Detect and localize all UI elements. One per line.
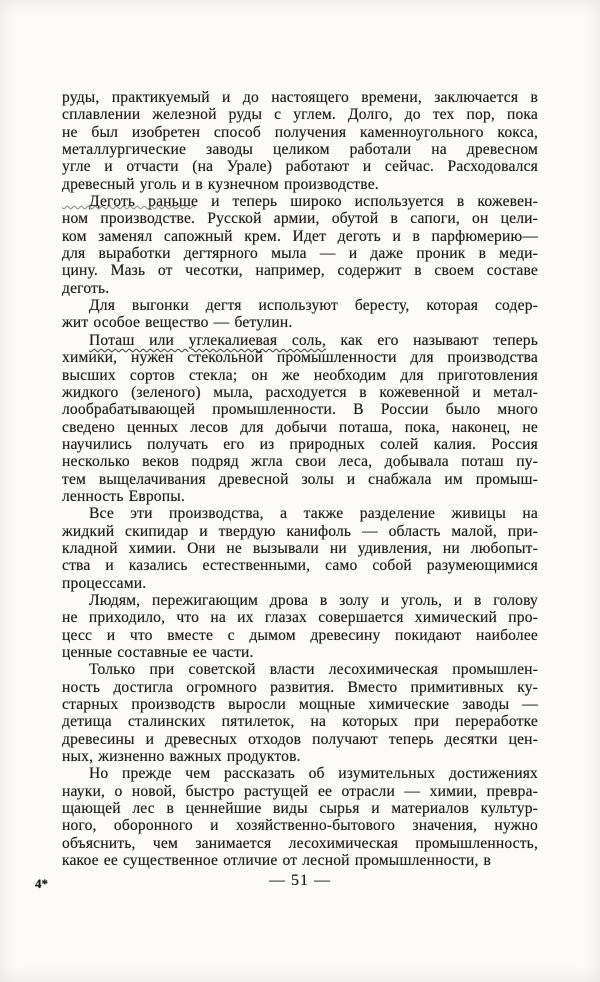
text-line <box>62 332 538 349</box>
paragraph <box>62 332 538 505</box>
paragraph <box>62 765 538 869</box>
text-line: старных производств выросли мощные химические заводы — <box>62 696 538 714</box>
text-line: сведено ценных лесов для добычи поташа, пока, наконец, не <box>62 418 538 436</box>
text-line: металлургические заводы целиком работали на древесном <box>62 141 538 159</box>
text-line: цину. Мазь от чесотки, например, содержит в своем составе <box>62 262 538 280</box>
text-line: сплавлении железной руды с углем. Долго, до тех пор, пока <box>62 106 538 124</box>
text-line: ценные составные ее части. <box>62 644 254 661</box>
page-number: — 51 — <box>269 872 331 889</box>
text-segment: Русской армии, обутой в сапоги, он цели- <box>195 210 538 228</box>
text-column <box>62 89 538 869</box>
text-line: объяснить, чем занимается лесохимическая промышленность, <box>62 834 538 852</box>
text-line: детища сталинских пятилеток, на которых при переработке <box>62 713 538 731</box>
text-line: науки, о новой, быстро растущей ее отрасли — химии, превра- <box>62 782 538 800</box>
text-line: тем выщелачивания древесной золы и снабжала им промыш- <box>62 470 538 488</box>
text-line: процессами. <box>62 574 147 592</box>
text-line: для выработки дегтярного мыла — и даже проник в меди- <box>62 245 538 263</box>
text-line: Для выгонки дегтя используют бересту, которая содер- <box>89 297 538 315</box>
text-line: ных, жизненно важных продуктов. <box>62 748 301 766</box>
text-line: угле и отчасти (на Урале) работают и сейчас. Расходовался <box>62 158 538 176</box>
text-line: ленность Европы. <box>62 487 185 505</box>
text-line: высших сортов стекла; он же необходим для приготовления <box>62 366 538 384</box>
text-line: ком заменял сапожный крем. Идет деготь и в парфюмерию— <box>62 227 538 245</box>
text-line: Все эти производства, а также разделение живицы на <box>89 505 538 523</box>
text-line: не был изобретен способ получения каменноугольного кокса, <box>62 123 538 141</box>
text-line: щающей лес в ценнейшие виды сырья и материалов культур- <box>62 800 538 818</box>
text-line <box>62 210 538 227</box>
text-line: лообрабатывающей промышленности. В России было много <box>62 401 538 419</box>
paragraph <box>62 592 538 661</box>
paragraph <box>62 505 538 592</box>
text-line: древесный уголь и в кузнечном производстве. <box>62 175 379 193</box>
text-line: научились получать его из природных солей калия. Россия <box>62 435 538 453</box>
paragraph <box>62 193 538 297</box>
pencil-over-annotation: ном производстве. <box>62 210 196 228</box>
text-line: Людям, пережигающим дрова в золу и уголь, и в голову <box>89 591 538 609</box>
text-line: Деготь раньше и теперь широко используется в кожевен- <box>89 193 538 211</box>
text-line: кладной химии. Они не вызывали ни удивления, ни любопыт- <box>62 539 538 557</box>
text-line: ства и казались естественными, само собой разумеющимися <box>62 557 538 575</box>
text-line: древесины и древесных отходов получают теперь десятки цен- <box>62 730 538 748</box>
text-line: цесс и что вместе с дымом древесину покидают наиболее <box>62 626 538 644</box>
text-line: руды, практикуемый и до настоящего времени, заключается в <box>62 89 538 106</box>
text-line: жидкий скипидар и твердую канифоль — область малой, при- <box>62 522 538 540</box>
text-line: жит особое вещество — бетулин. <box>62 314 293 332</box>
text-line: Но прежде чем рассказать об изумительных достижениях <box>89 765 538 783</box>
text-line: ного, оборонного и хозяйственно-бытового значения, нужно <box>62 817 538 835</box>
paragraph <box>62 661 538 765</box>
text-segment: как его называют теперь <box>325 331 538 349</box>
text-line: химики, нужен стекольной промышленности для производства <box>62 349 538 367</box>
text-line: ность достигла огромного развития. Вместо примитивных ку- <box>62 678 538 696</box>
text-line: деготь. <box>62 279 110 297</box>
signature-mark: 4* <box>35 876 48 891</box>
text-line: какое ее существенное отличие от лесной промышленности, в <box>62 852 492 870</box>
text-line: жидкого (зеленого) мыла, расходуется в кожевенной и метал- <box>62 383 538 401</box>
paragraph <box>62 89 538 193</box>
text-line: несколько веков подряд жгла свои леса, добывала поташ пу- <box>62 453 538 471</box>
text-line: Только при советской власти лесохимическая промышлен- <box>89 661 538 679</box>
paragraph <box>62 297 538 332</box>
text-line: не приходило, что на их глазах совершается химический про- <box>62 609 538 627</box>
pencil-underline-annotation: Поташ или углекалиевая соль, <box>89 331 326 349</box>
